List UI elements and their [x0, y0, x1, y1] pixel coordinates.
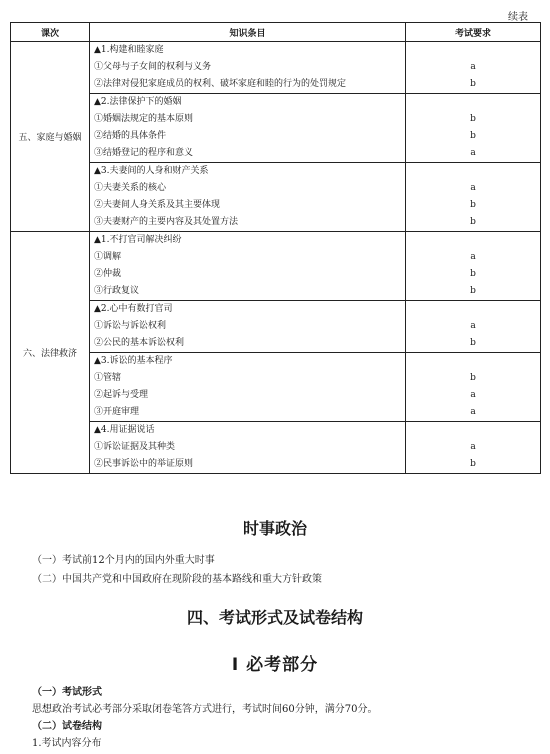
requirement-level: b: [470, 338, 476, 348]
knowledge-item: ①管辖: [94, 373, 122, 383]
requirement-level: a: [470, 62, 476, 72]
requirement-cell: [406, 301, 541, 353]
knowledge-heading: ▲2.心中有数打官司: [94, 304, 173, 314]
knowledge-item: ②起诉与受理: [94, 390, 149, 400]
requirement-blank: [406, 301, 540, 318]
requirement-level: b: [470, 269, 476, 279]
requirement-level: a: [470, 442, 476, 452]
knowledge-item: ①诉讼证据及其种类: [94, 442, 176, 452]
knowledge-item: ③结婚登记的程序和意义: [94, 148, 194, 158]
knowledge-heading: ▲1.不打官司解决纠纷: [94, 235, 182, 245]
requirement-level: b: [470, 131, 476, 141]
requirement-blank: [406, 94, 540, 111]
header-requirement: 考试要求: [406, 23, 541, 42]
requirement-level: a: [470, 148, 476, 158]
knowledge-item: ①诉讼与诉讼权利: [94, 321, 167, 331]
requirement-cell: [406, 94, 541, 163]
knowledge-item: ①夫妻关系的核心: [94, 183, 167, 193]
table-row: [11, 42, 541, 94]
knowledge-item: ②结婚的具体条件: [94, 131, 167, 141]
requirement-cell: [406, 42, 541, 94]
knowledge-item: ③开庭审理: [94, 407, 140, 417]
knowledge-items-cell: [90, 422, 406, 474]
requirement-blank: [406, 232, 540, 249]
table-row: [11, 422, 541, 474]
requirement-level: a: [470, 321, 476, 331]
table-row: [11, 232, 541, 301]
requirement-blank: [406, 422, 540, 439]
knowledge-items-cell: [90, 42, 406, 94]
header-lesson: 课次: [11, 23, 90, 42]
table-row: [11, 163, 541, 232]
knowledge-items-cell: [90, 94, 406, 163]
requirement-cell: [406, 163, 541, 232]
requirement-level: a: [470, 252, 476, 262]
current-affairs-item-1: （一）考试前12个月内的国内外重大时事: [32, 555, 215, 566]
knowledge-items-cell: [90, 232, 406, 301]
lesson-cell: 六、法律救济: [11, 232, 90, 474]
requirement-cell: [406, 422, 541, 474]
content-distribution-item: 1.考试内容分布: [32, 738, 102, 749]
requirement-level: a: [470, 183, 476, 193]
part-title: Ⅰ 必考部分: [231, 655, 319, 675]
requirement-level: b: [470, 114, 476, 124]
knowledge-item: ②仲裁: [94, 269, 122, 279]
requirement-level: b: [470, 217, 476, 227]
requirement-blank: [406, 163, 540, 180]
knowledge-heading: ▲3.诉讼的基本程序: [94, 356, 173, 366]
knowledge-item: ①调解: [94, 252, 122, 262]
knowledge-item: ②公民的基本诉讼权利: [94, 338, 185, 348]
knowledge-item: ③行政复议: [94, 286, 140, 296]
knowledge-item: ③夫妻财产的主要内容及其处置方法: [94, 217, 239, 227]
requirement-cell: [406, 353, 541, 422]
requirement-level: a: [470, 390, 476, 400]
requirement-level: b: [470, 79, 476, 89]
knowledge-item: ②法律对侵犯家庭成员的权利、破坏家庭和睦的行为的处罚规定: [94, 79, 347, 89]
current-affairs-title: 时事政治: [242, 519, 307, 538]
table-row: [11, 94, 541, 163]
requirement-level: b: [470, 200, 476, 210]
continued-label: 续表: [508, 12, 528, 23]
requirement-level: b: [470, 459, 476, 469]
table-row: [11, 353, 541, 422]
paper-structure-heading: （二）试卷结构: [32, 721, 102, 732]
lesson-cell: 五、家庭与婚姻: [11, 42, 90, 232]
section4-title: 四、考试形式及试卷结构: [186, 608, 363, 627]
exam-form-heading: （一）考试形式: [32, 687, 102, 698]
knowledge-heading: ▲2.法律保护下的婚姻: [94, 97, 182, 107]
table-header-row: [11, 23, 541, 42]
requirement-level: b: [470, 286, 476, 296]
table-row: [11, 301, 541, 353]
header-items: 知识条目: [90, 23, 406, 42]
knowledge-item: ①婚姻法规定的基本原则: [94, 114, 194, 124]
requirement-level: a: [470, 407, 476, 417]
knowledge-items-cell: [90, 353, 406, 422]
knowledge-heading: ▲4.用证据说话: [94, 425, 155, 435]
knowledge-item: ②民事诉讼中的举证原则: [94, 459, 194, 469]
knowledge-item: ①父母与子女间的权利与义务: [94, 62, 212, 72]
requirement-blank: [406, 42, 540, 59]
requirement-blank: [406, 353, 540, 370]
knowledge-items-cell: [90, 163, 406, 232]
knowledge-heading: ▲1.构建和睦家庭: [94, 45, 164, 55]
requirement-level: b: [470, 373, 476, 383]
requirement-cell: [406, 232, 541, 301]
syllabus-table: [10, 22, 541, 474]
knowledge-item: ②夫妻间人身关系及其主要体现: [94, 200, 221, 210]
knowledge-items-cell: [90, 301, 406, 353]
knowledge-heading: ▲3.夫妻间的人身和财产关系: [94, 166, 209, 176]
exam-form-text: 思想政治考试必考部分采取闭卷笔答方式进行，考试时间60分钟，满分70分。: [32, 704, 378, 715]
table-body: [11, 42, 541, 474]
current-affairs-item-2: （二）中国共产党和中国政府在现阶段的基本路线和重大方针政策: [32, 574, 322, 585]
